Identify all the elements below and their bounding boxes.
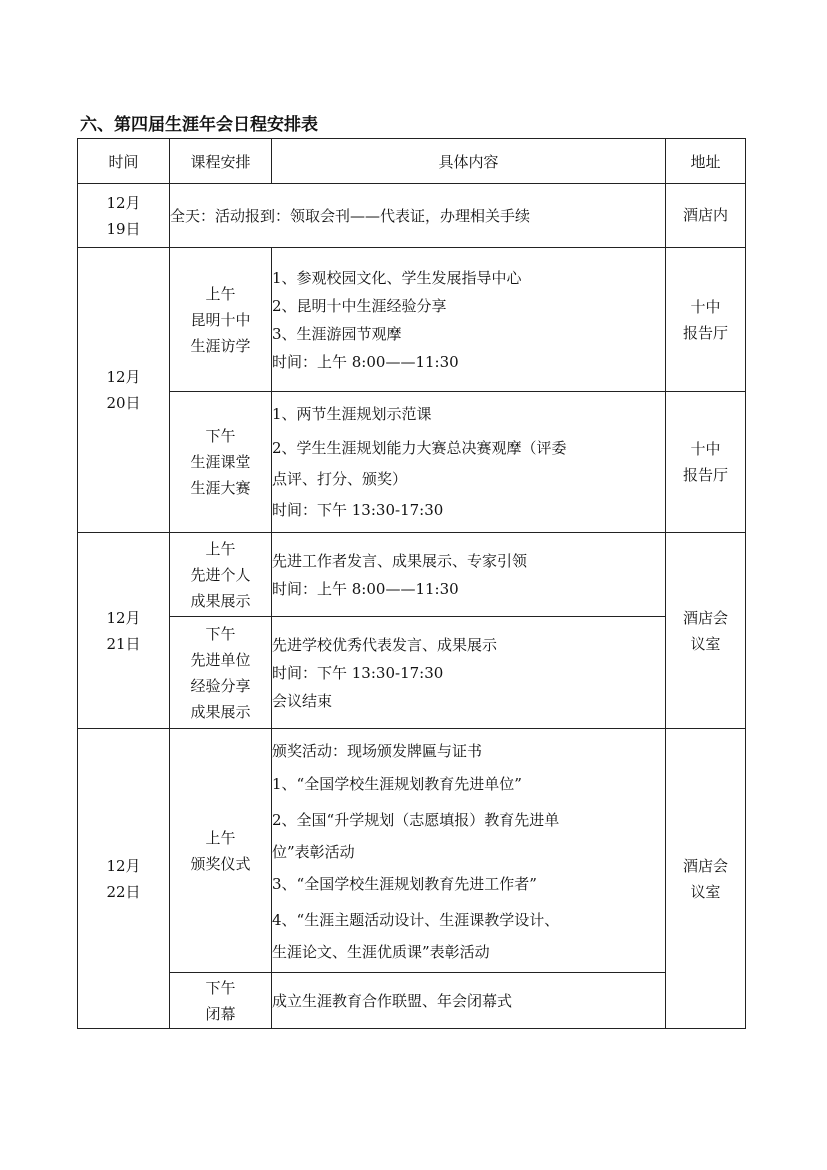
header-course: 课程安排 — [170, 139, 272, 184]
header-time: 时间 — [78, 139, 170, 184]
course-cell: 下午 闭幕 — [170, 973, 272, 1029]
date-cell: 12月 20日 — [78, 248, 170, 533]
table-row — [78, 617, 746, 729]
table-row — [78, 392, 746, 533]
place-cell: 十中 报告厅 — [666, 392, 746, 533]
header-row — [78, 139, 746, 184]
table-row — [78, 973, 746, 1029]
date-cell: 12月 22日 — [78, 729, 170, 1029]
table-row — [78, 729, 746, 973]
content-cell: 1、参观校园文化、学生发展指导中心 2、昆明十中生涯经验分享 3、生涯游园节观摩 时间：上午 8:00——11:30 — [272, 248, 666, 392]
table-row — [78, 533, 746, 617]
place-cell: 酒店会 议室 — [666, 729, 746, 1029]
course-cell: 下午 生涯课堂 生涯大赛 — [170, 392, 272, 533]
content-cell: 全天：活动报到：领取会刊——代表证，办理相关手续 — [170, 184, 666, 248]
content-cell: 成立生涯教育合作联盟、年会闭幕式 — [272, 973, 666, 1029]
page-title: 六、第四届生涯年会日程安排表 — [80, 115, 318, 135]
header-content: 具体内容 — [272, 139, 666, 184]
date-cell: 12月 21日 — [78, 533, 170, 729]
place-cell: 酒店内 — [666, 184, 746, 248]
content-cell: 先进学校优秀代表发言、成果展示 时间：下午 13:30-17:30 会议结束 — [272, 617, 666, 729]
course-cell: 下午 先进单位 经验分享 成果展示 — [170, 617, 272, 729]
date-cell: 12月 19日 — [78, 184, 170, 248]
course-cell: 上午 先进个人 成果展示 — [170, 533, 272, 617]
course-cell: 上午 颁奖仪式 — [170, 729, 272, 973]
header-place: 地址 — [666, 139, 746, 184]
content-cell: 颁奖活动：现场颁发牌匾与证书 1、“全国学校生涯规划教育先进单位” 2、全国“升学规划（志愿填报）教育先进单 位”表彰活动 3、“全国学校生涯规划教育先进工作者” 4、“生涯主题活动设计、生涯课教学设计、 生涯论文、生涯优质课”表彰活动 — [272, 729, 666, 973]
place-cell: 酒店会 议室 — [666, 533, 746, 729]
content-cell: 先进工作者发言、成果展示、专家引领 时间：上午 8:00——11:30 — [272, 533, 666, 617]
schedule-table — [77, 138, 746, 1029]
table-row — [78, 248, 746, 392]
content-cell: 1、两节生涯规划示范课 2、学生生涯规划能力大赛总决赛观摩（评委 点评、打分、颁奖） 时间：下午 13:30-17:30 — [272, 392, 666, 533]
course-cell: 上午 昆明十中 生涯访学 — [170, 248, 272, 392]
place-cell: 十中 报告厅 — [666, 248, 746, 392]
table-row — [78, 184, 746, 248]
